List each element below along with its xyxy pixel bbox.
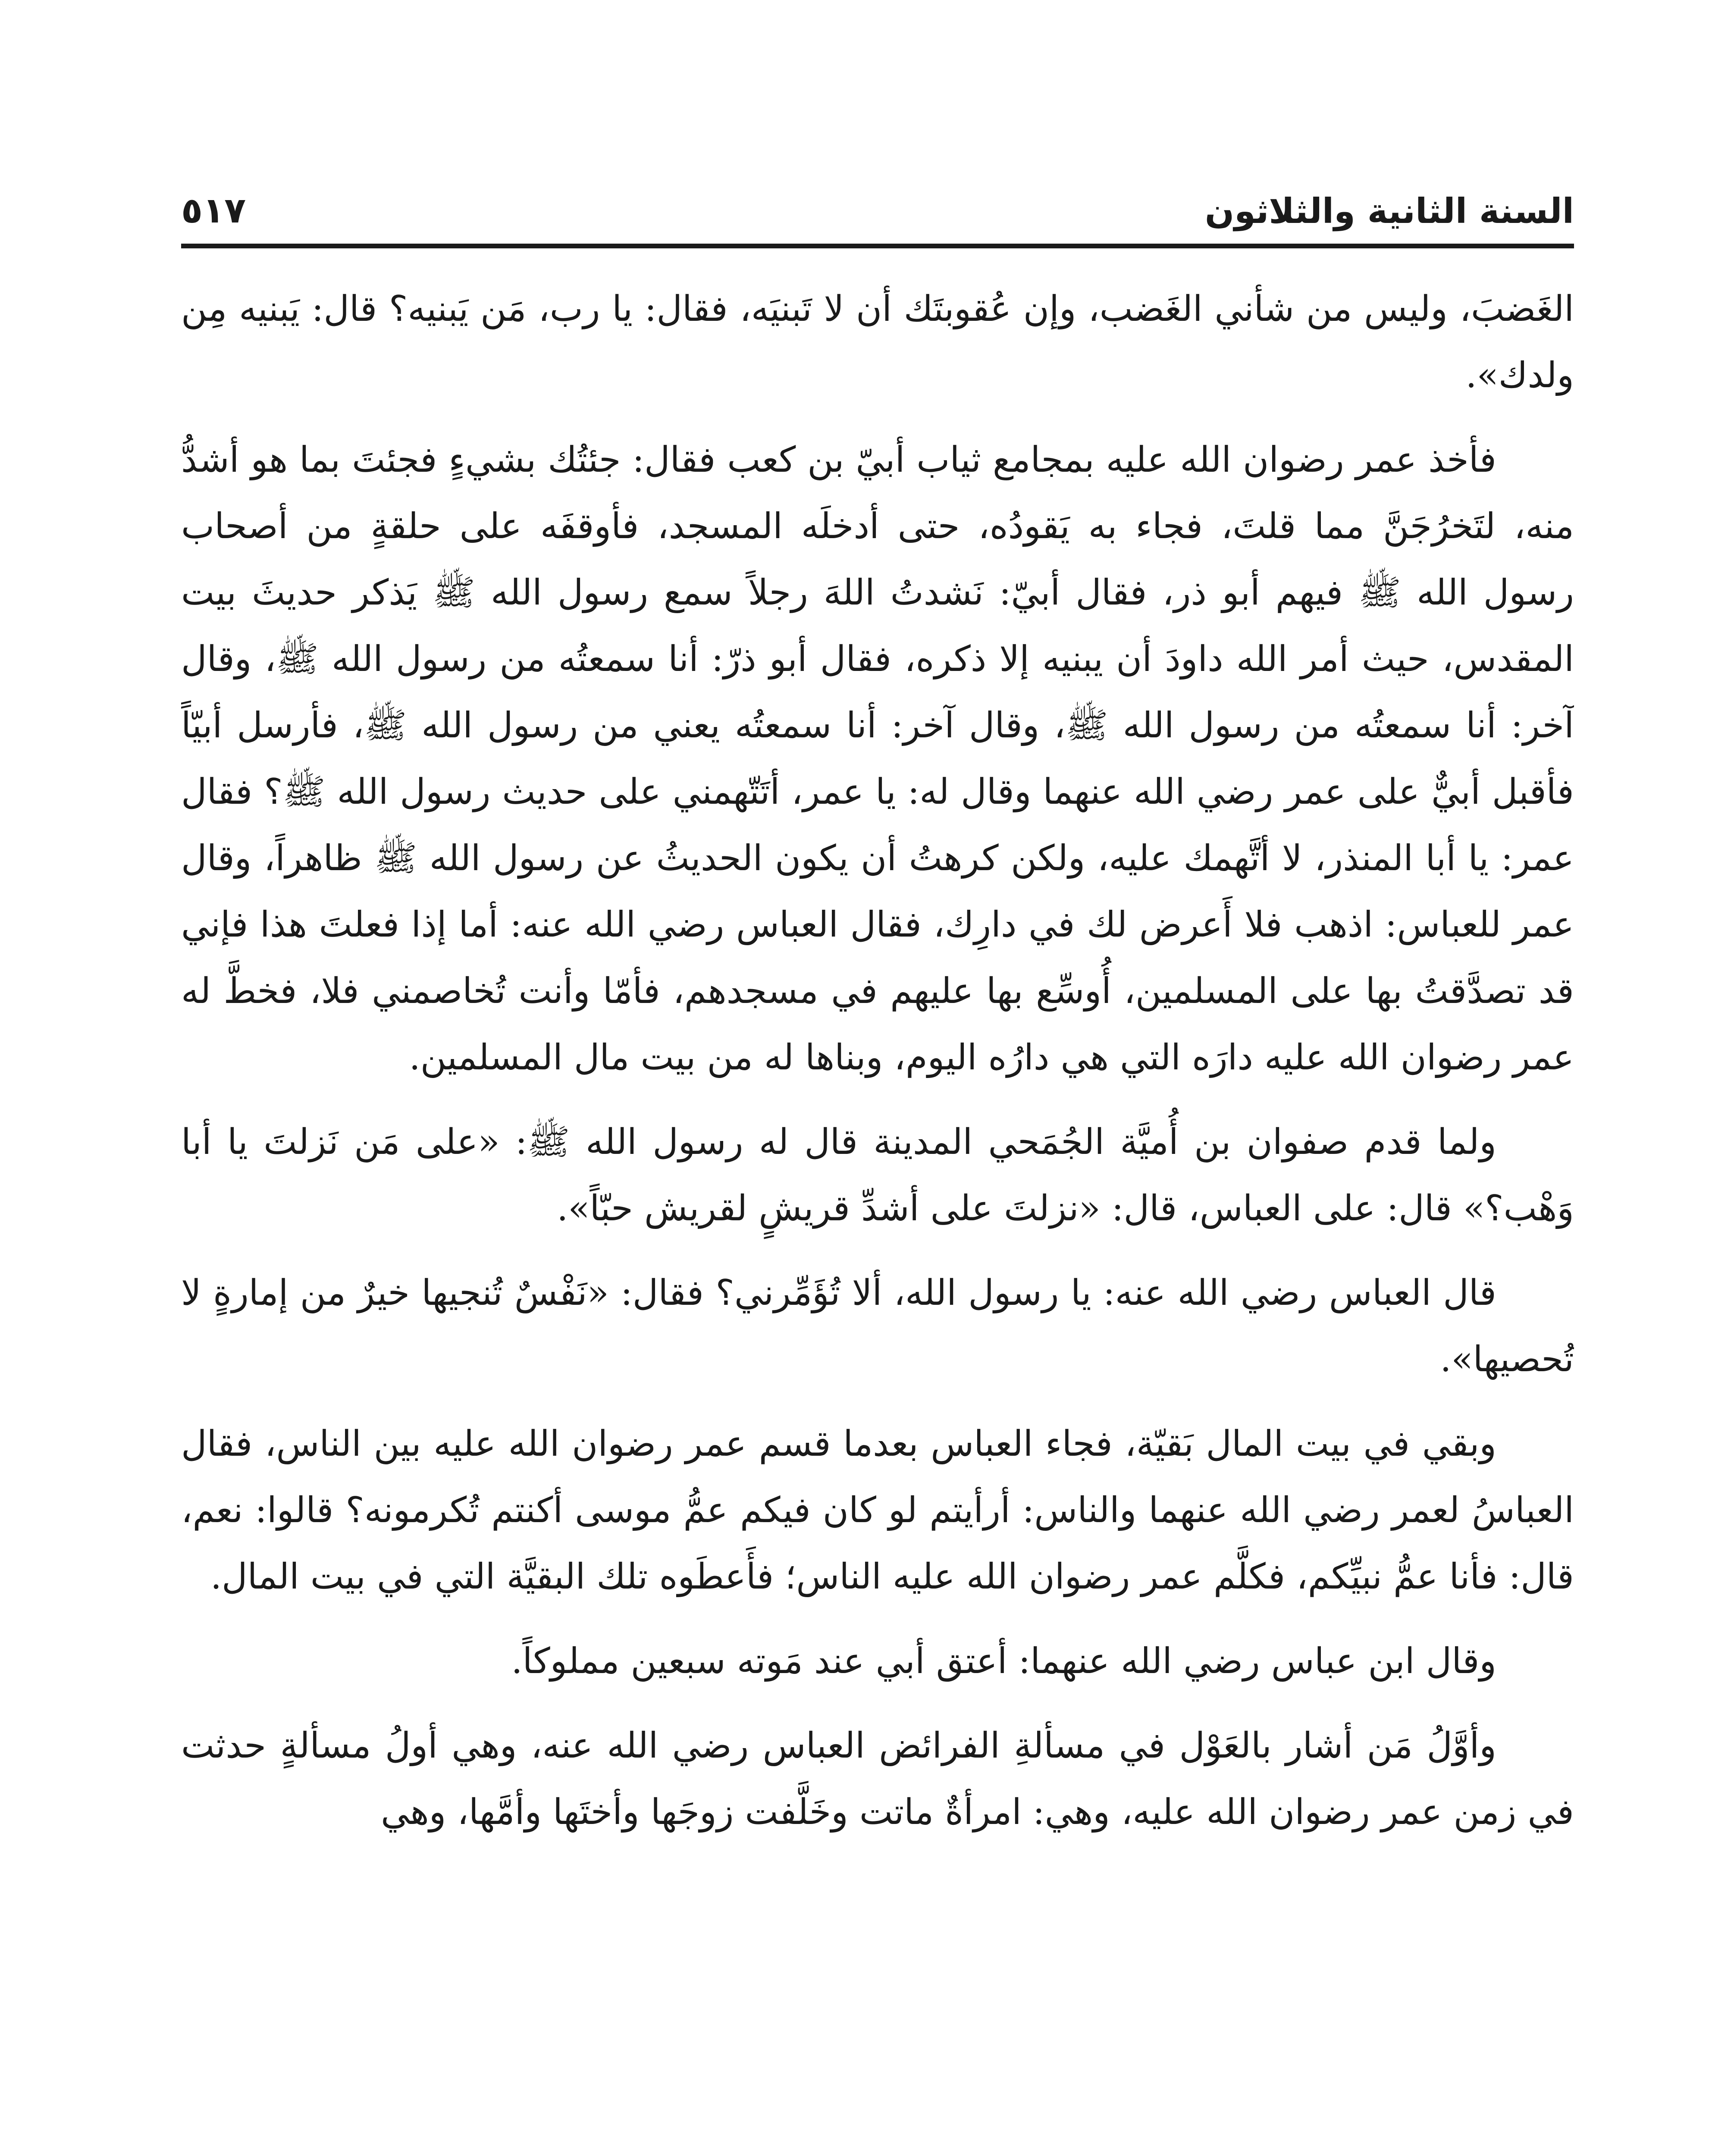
page-header <box>181 155 1574 229</box>
paragraph-6: وقال ابن عباس رضي الله عنهما: أعتق أبي عند مَوته سبعين مملوكاً. <box>511 1641 1496 1682</box>
header-divider <box>181 244 1574 248</box>
paragraph-4: قال العباس رضي الله عنه: يا رسول الله، ألا تُؤَمِّرني؟ فقال: «نَفْسٌ تُنجيها خيرٌ من إمارةٍ لا تُحصيها». <box>181 1272 1574 1380</box>
paragraph-3: ولما قدم صفوان بن أُميَّة الجُمَحي المدينة قال له رسول الله ﷺ: «على مَن نَزلتَ يا أبا وَهْب؟» قال: على العباس، قال: «نزلتَ على أشدِّ قريشٍ لقريش حبّاً». <box>181 1122 1574 1229</box>
running-title: السنة الثانية والثلاثون <box>1204 191 1574 231</box>
paragraph-5: وبقي في بيت المال بَقيّة، فجاء العباس بعدما قسم عمر رضوان الله عليه بين الناس، فقال العباسُ لعمر رضي الله عنهما والناس: أرأيتم لو كان فيكم عمُّ موسى أكنتم تُكرمونه؟ قالوا: نعم، قال: فأنا عمُّ نبيِّكم، فكلَّم عمر رضوان الله عليه الناس؛ فأَعطَوه تلك البقيَّة التي في بيت المال. <box>181 1423 1574 1597</box>
paragraph-1: الغَضبَ، وليس من شأني الغَضب، وإن عُقوبتَك أن لا تَبنيَه، فقال: يا رب، مَن يَبنيه؟ قال: يَبنيه مِن ولدك». <box>181 288 1574 396</box>
page-body <box>181 276 1574 2156</box>
page-number: ٥١٧ <box>181 190 246 231</box>
paragraph-7: وأوَّلُ مَن أشار بالعَوْل في مسألةِ الفرائض العباس رضي الله عنه، وهي أولُ مسألةٍ حدثت في زمن عمر رضوان الله عليه، وهي: امرأةٌ ماتت وخَلَّفت زوجَها وأختَها وأمَّها، وهي <box>181 1725 1574 1833</box>
paragraph-2: فأخذ عمر رضوان الله عليه بمجامع ثياب أبيّ بن كعب فقال: جئتُك بشيءٍ فجئتَ بما هو أشدُّ منه، لتَخرُجَنَّ مما قلتَ، فجاء به يَقودُه، حتى أدخلَه المسجد، فأوقفَه على حلقةٍ من أصحاب رسول الله ﷺ فيهم أبو ذر، فقال أبيّ: نَشدتُ اللهَ رجلاً سمع رسول الله ﷺ يَذكر حديثَ بيت المقدس، حيث أمر الله داودَ أن يبنيه إلا ذكره، فقال أبو ذرّ: أنا سمعتُه من رسول الله ﷺ، وقال آخر: أنا سمعتُه من رسول الله ﷺ، وقال آخر: أنا سمعتُه يعني من رسول الله ﷺ، فأرسل أبيّاً فأقبل أبيٌّ على عمر رضي الله عنهما وقال له: يا عمر، أتَتّهمني على حديث رسول الله ﷺ؟ فقال عمر: يا أبا المنذر، لا أتَّهمك عليه، ولكن كرهتُ أن يكون الحديثُ عن رسول الله ﷺ ظاهراً، وقال عمر للعباس: اذهب فلا أَعرض لك في دارِك، فقال العباس رضي الله عنه: أما إذا فعلتَ هذا فإني قد تصدَّقتُ بها على المسلمين، أُوسِّع بها عليهم في مسجدهم، فأمّا وأنت تُخاصمني فلا، فخطَّ له عمر رضوان الله عليه دارَه التي هي دارُه اليوم، وبناها له من بيت مال المسلمين. <box>181 439 1574 1078</box>
